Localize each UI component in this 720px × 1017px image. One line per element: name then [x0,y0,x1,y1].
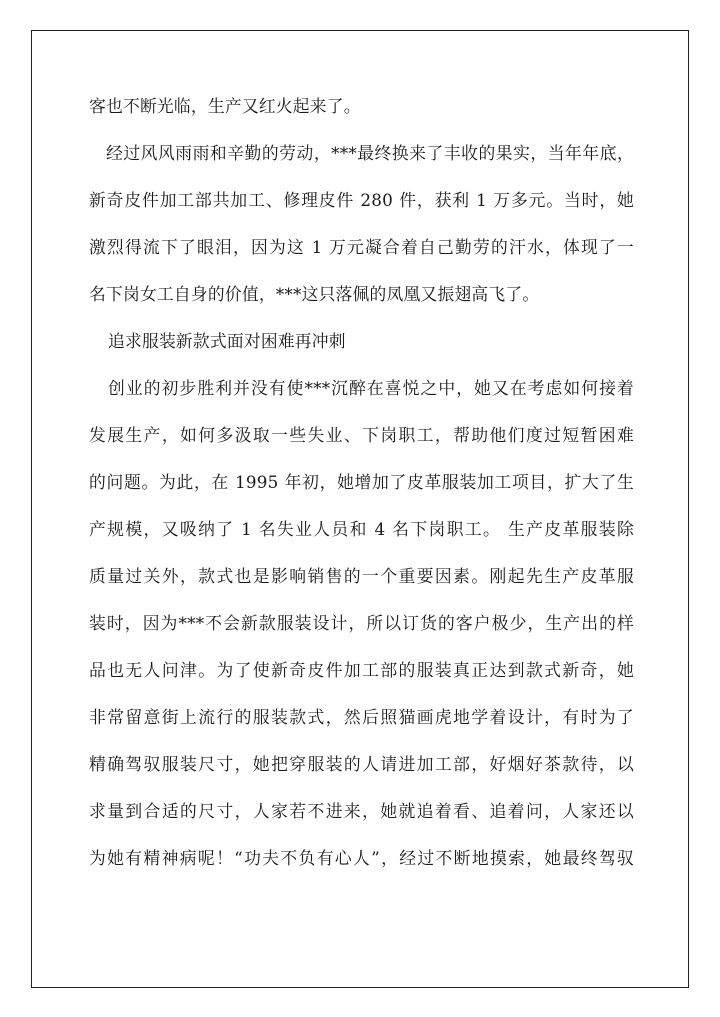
text-line: 名下岗女工自身的价值，***这只落佩的凤凰又振翅高飞了。 [89,284,540,304]
text-line: 发展生产，如何多汲取一些失业、下岗职工，帮助他们度过短暂困难 [89,425,634,445]
text-line: 质量过关外，款式也是影响销售的一个重要因素。刚起先生产皮革服 [89,566,634,586]
text-line: 装时，因为***不会新款服装设计，所以订货的客户极少，生产出的样 [89,613,634,633]
text-line: 非常留意街上流行的服装款式，然后照猫画虎地学着设计，有时为了 [89,707,634,727]
paragraph-start-line: 创业的初步胜利并没有使***沉醉在喜悦之中，她又在考虑如何接着 [108,378,634,398]
section-heading: 追求服装新款式面对困难再冲刺 [108,331,346,351]
text-line: 产规模，又吸纳了 1 名失业人员和 4 名下岗职工。 生产皮革服装除 [89,519,634,539]
text-line: 精确驾驭服装尺寸，她把穿服装的人请进加工部，好烟好茶款待，以 [89,754,634,774]
text-line: 品也无人问津。为了使新奇皮件加工部的服装真正达到款式新奇，她 [89,660,634,680]
text-line: 激烈得流下了眼泪，因为这 1 万元凝合着自己勤劳的汗水，体现了一 [89,237,634,257]
text-line: 求量到合适的尺寸，人家若不进来，她就追着看、追着问，人家还以 [89,801,634,821]
text-line: 的问题。为此，在 1995 年初，她增加了皮革服装加工项目，扩大了生 [89,472,634,492]
text-line: 客也不断光临，生产又红火起来了。 [89,96,361,116]
text-line: 为她有精神病呢！“功夫不负有心人”，经过不断地摸索，她最终驾驭 [89,848,634,868]
paragraph-start-line: 经过风风雨雨和辛勤的劳动，***最终换来了丰收的果实，当年年底， [106,143,634,163]
document-body [89,88,634,887]
text-line: 新奇皮件加工部共加工、修理皮件 280 件，获利 1 万多元。当时，她 [89,190,634,210]
